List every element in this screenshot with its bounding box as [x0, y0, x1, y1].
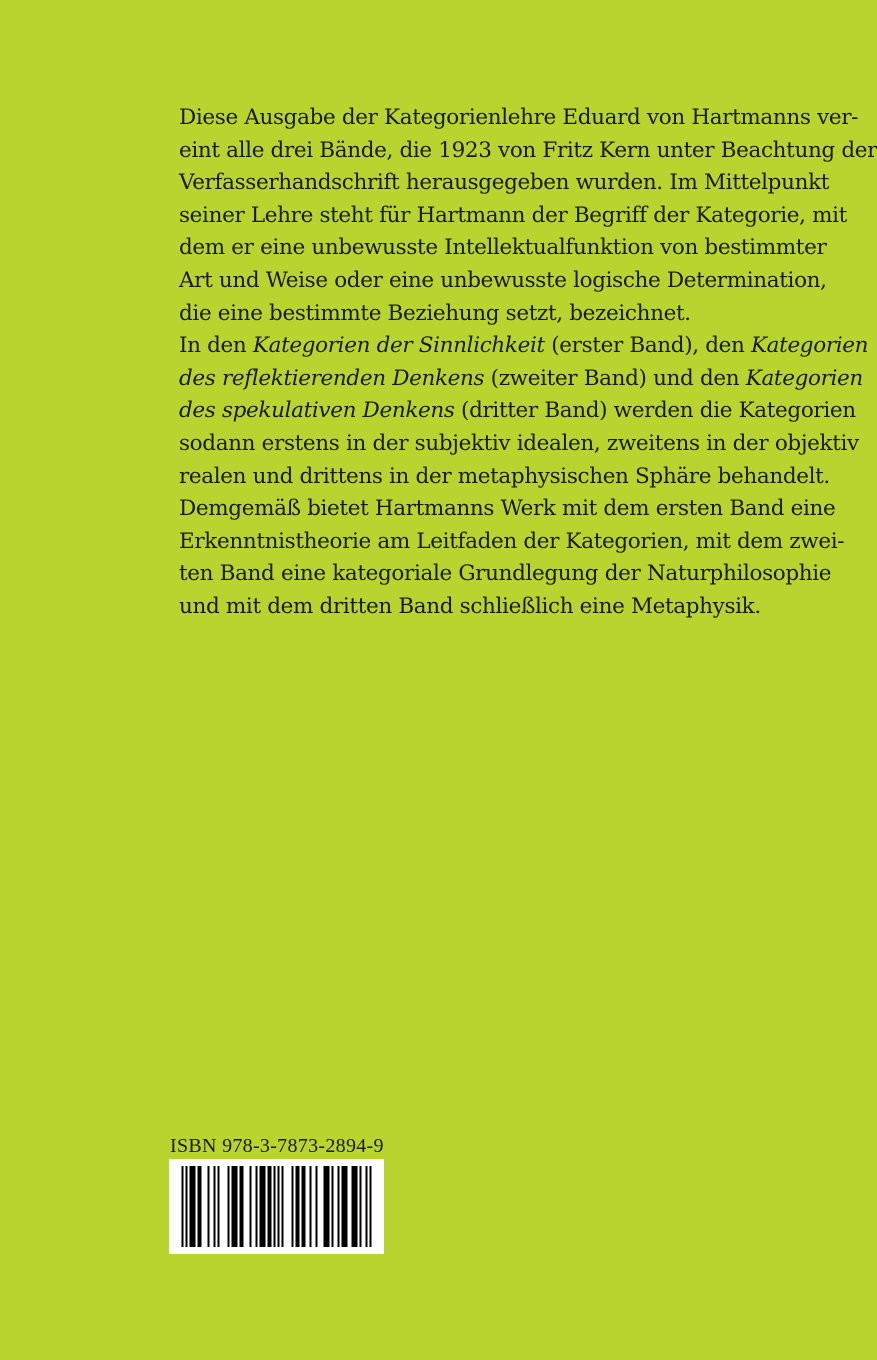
- barcode-bar: [186, 1166, 188, 1247]
- barcode-bar: [240, 1166, 244, 1247]
- barcode-bar: [360, 1166, 362, 1247]
- barcode-bar: [352, 1166, 358, 1247]
- blurb-line: [179, 330, 869, 363]
- barcode-bar: [208, 1166, 210, 1247]
- barcode-bar: [232, 1166, 238, 1247]
- barcode-bar: [370, 1166, 372, 1247]
- blurb-line: seiner Lehre steht für Hartmann der Begriff der Kategorie, mit: [179, 202, 847, 228]
- book-title-italic: des spekulativen Denkens: [179, 398, 455, 424]
- blurb-line: ten Band eine kategoriale Grundlegung der Naturphilosophie: [179, 561, 832, 587]
- blurb-line: Demgemäß bietet Hartmanns Werk mit dem ersten Band eine: [179, 496, 836, 522]
- barcode-bar: [218, 1166, 220, 1247]
- barcode-bar: [190, 1166, 196, 1247]
- blurb-line: eint alle drei Bände, die 1923 von Fritz Kern unter Beachtung der: [179, 137, 877, 163]
- blurb-line: Diese Ausgabe der Kategorienlehre Eduard von Hartmanns ver-: [179, 105, 859, 130]
- barcode-bar: [256, 1166, 258, 1247]
- blurb-text-run: (zweiter Band) und den: [484, 365, 746, 391]
- barcode-bar: [260, 1166, 266, 1247]
- barcode-bar: [228, 1166, 230, 1247]
- barcode-bar: [342, 1166, 348, 1247]
- blurb-line: sodann erstens in der subjektiv idealen, zweitens in der objektiv: [179, 430, 859, 456]
- book-title-italic: Kategorien: [750, 333, 869, 359]
- blurb-text-run: In den: [179, 333, 253, 359]
- barcode-bar: [268, 1166, 272, 1247]
- barcode-bar: [274, 1166, 276, 1247]
- barcode-bar: [250, 1166, 252, 1247]
- blurb-text-run: (dritter Band) werden die Kategorien: [454, 398, 856, 424]
- barcode-bar: [296, 1166, 300, 1247]
- book-title-italic: Kategorien: [745, 365, 863, 391]
- blurb-line: und mit dem dritten Band schließlich eine Metaphysik.: [179, 593, 761, 619]
- book-title-italic: des reflektierenden Denkens: [179, 365, 485, 391]
- barcode-bar: [282, 1166, 284, 1247]
- blurb-text: [179, 102, 877, 624]
- barcode-bar: [182, 1166, 184, 1247]
- barcode-bar: [302, 1166, 306, 1247]
- blurb-line: realen und drittens in der metaphysischen Sphäre behandelt.: [179, 463, 830, 489]
- isbn-label: ISBN 978-3-7873-2894-9: [170, 1135, 384, 1157]
- book-title-italic: Kategorien der Sinnlichkeit: [252, 333, 545, 359]
- blurb-line: [179, 363, 863, 396]
- barcode-bar: [316, 1166, 318, 1247]
- barcode-bar: [278, 1166, 280, 1247]
- blurb-line: Erkenntnistheorie am Leitfaden der Kategorien, mit dem zwei-: [179, 528, 845, 554]
- blurb-line: dem er eine unbewusste Intellektualfunktion von bestimmter: [179, 235, 827, 261]
- isbn-barcode: [169, 1159, 384, 1254]
- barcode-bar: [332, 1166, 334, 1247]
- blurb-line: [179, 395, 856, 428]
- barcode-bar: [338, 1166, 340, 1247]
- barcode-bar: [366, 1166, 368, 1247]
- barcode-bar: [214, 1166, 216, 1247]
- barcode-bar: [198, 1166, 202, 1247]
- blurb-line: Art und Weise oder eine unbewusste logische Determination,: [179, 267, 827, 293]
- blurb-text-run: (erster Band), den: [544, 333, 751, 359]
- blurb-line: die eine bestimmte Beziehung setzt, bezeichnet.: [179, 300, 691, 326]
- barcode-graphic: [169, 1159, 384, 1254]
- blurb-line: Verfasserhandschrift herausgegeben wurden. Im Mittelpunkt: [179, 170, 830, 196]
- barcode-bar: [310, 1166, 312, 1247]
- barcode-bar: [324, 1166, 330, 1247]
- barcode-bar: [292, 1166, 294, 1247]
